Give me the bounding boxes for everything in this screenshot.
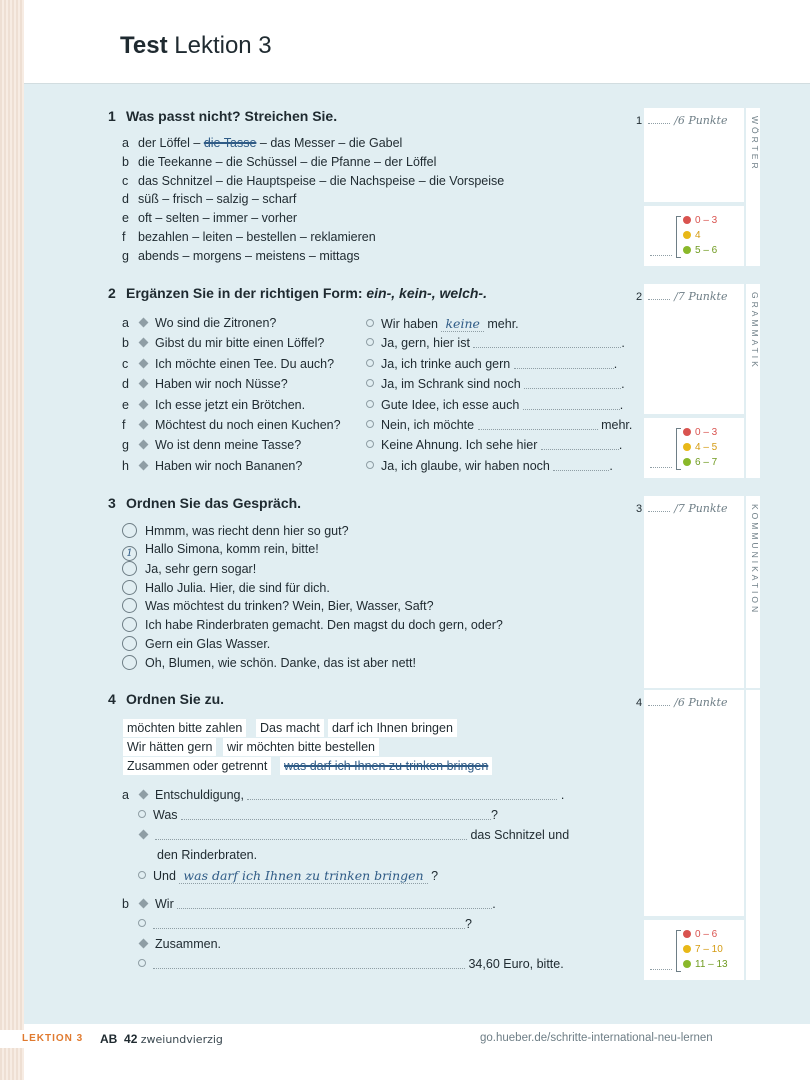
s4a-line[interactable]: Was ? (138, 808, 498, 822)
s4a-line: den Rinderbraten. (157, 848, 258, 862)
s1-item: g abends – morgens – meistens – mittags (122, 249, 360, 263)
s2-answer: Wir haben keine mehr. (366, 316, 519, 331)
s2-answer[interactable]: Ja, ich trinke auch gern . (366, 357, 617, 371)
order-circle[interactable] (122, 636, 137, 651)
traffic-light-1: 0 – 3 4 5 – 6 (644, 206, 744, 266)
section-2-title: 2 Ergänzen Sie in der richtigen Form: ein-, kein-, welch-. (108, 285, 487, 301)
s4a-line: Und was darf ich Ihnen zu trinken bringen ? (138, 868, 438, 883)
score-4-points: 4 /6 Punkte (636, 696, 728, 709)
order-circle[interactable] (122, 655, 137, 670)
s2-answer[interactable]: Keine Ahnung. Ich sehe hier . (366, 438, 622, 452)
phrase-chip-struck: was darf ich Ihnen zu trinken bringen (280, 757, 492, 775)
s2-answer[interactable]: Nein, ich möchte mehr. (366, 418, 632, 432)
s2-question: a Wo sind die Zitronen? (122, 316, 277, 330)
score-box-2 (644, 284, 744, 414)
s4a-line[interactable]: a Entschuldigung, . (122, 788, 565, 802)
s2-question: c Ich möchte einen Tee. Du auch? (122, 357, 335, 371)
footer-url-link[interactable]: go.hueber.de/schritte-international-neu-lernen (480, 1032, 713, 1044)
page-title: Test Lektion 3 (120, 32, 272, 59)
order-circle[interactable] (122, 580, 137, 595)
s3-item: Hmmm, was riecht denn hier so gut? (122, 523, 349, 538)
s2-question: f Möchtest du noch einen Kuchen? (122, 418, 341, 432)
handwritten-answer: keine (441, 316, 483, 332)
s2-answer[interactable]: Ja, im Schrank sind noch . (366, 377, 625, 391)
order-circle[interactable] (122, 561, 137, 576)
s2-answer[interactable]: Ja, gern, hier ist . (366, 336, 625, 350)
page-edge-stripe (0, 0, 24, 1080)
s3-item: Gern ein Glas Wasser. (122, 636, 270, 651)
s1-item: c das Schnitzel – die Hauptspeise – die Nachspeise – die Vorspeise (122, 174, 505, 188)
s2-question: g Wo ist denn meine Tasse? (122, 438, 302, 452)
s1-item: d süß – frisch – salzig – scharf (122, 192, 297, 206)
order-circle[interactable] (122, 523, 137, 538)
section-3-title: 3 Ordnen Sie das Gespräch. (108, 495, 302, 511)
s2-answer[interactable]: Gute Idee, ich esse auch . (366, 398, 623, 412)
s1-item: a der Löffel – die Tasse – das Messer – die Gabel (122, 136, 403, 150)
category-label-woerter: WÖRTER (746, 108, 760, 266)
s1-item: b die Teekanne – die Schüssel – die Pfanne – der Löffel (122, 155, 437, 169)
section-4-title: 4 Ordnen Sie zu. (108, 691, 225, 707)
s1-item: f bezahlen – leiten – bestellen – reklamieren (122, 230, 376, 244)
footer-page-number: AB 42 zweiundvierzig (100, 1032, 223, 1046)
phrase-chip: Zusammen oder getrennt (123, 757, 271, 775)
score-box-3 (644, 496, 744, 688)
category-label-grammatik: GRAMMATIK (746, 284, 760, 478)
traffic-light-4: 0 – 6 7 – 10 11 – 13 (644, 920, 744, 980)
category-label-kommunikation: KOMMUNIKATION (746, 496, 760, 688)
s4b-line: Zusammen. (138, 937, 221, 951)
phrase-chip: Wir hätten gern (123, 738, 216, 756)
s3-item: Hallo Julia. Hier, die sind für dich. (122, 580, 330, 595)
s2-question: e Ich esse jetzt ein Brötchen. (122, 398, 306, 412)
score-box-4 (644, 690, 744, 916)
s4b-line[interactable]: ? (138, 917, 472, 931)
s2-question: b Gibst du mir bitte einen Löffel? (122, 336, 325, 350)
order-circle[interactable]: 1 (122, 546, 137, 561)
score-2-points: 2 /7 Punkte (636, 290, 728, 303)
order-circle[interactable] (122, 598, 137, 613)
phrase-chip: wir möchten bitte bestellen (223, 738, 379, 756)
order-circle[interactable] (122, 617, 137, 632)
s3-item: Oh, Blumen, wie schön. Danke, das ist aber nett! (122, 655, 416, 670)
s1-item: e oft – selten – immer – vorher (122, 211, 298, 225)
phrase-chip: möchten bitte zahlen (123, 719, 246, 737)
s2-question: h Haben wir noch Bananen? (122, 459, 303, 473)
s2-question: d Haben wir noch Nüsse? (122, 377, 288, 391)
category-label-blank (746, 690, 760, 980)
score-1-points: 1 /6 Punkte (636, 114, 728, 127)
s4b-line[interactable]: 34,60 Euro, bitte. (138, 957, 564, 971)
footer-lektion-label: LEKTION 3 (0, 1030, 88, 1048)
s3-item: 1 Hallo Simona, komm rein, bitte! (122, 542, 319, 561)
s2-answer[interactable]: Ja, ich glaube, wir haben noch . (366, 459, 613, 473)
traffic-light-2: 0 – 3 4 – 5 6 – 7 (644, 418, 744, 478)
struck-word: die Tasse (203, 136, 257, 150)
s4b-line[interactable]: b Wir . (122, 897, 496, 911)
s4a-line[interactable]: das Schnitzel und (138, 828, 569, 842)
s3-item: Ja, sehr gern sogar! (122, 561, 256, 576)
section-1-title: 1 Was passt nicht? Streichen Sie. (108, 108, 338, 124)
phrase-chip: darf ich Ihnen bringen (328, 719, 457, 737)
s3-item: Ich habe Rinderbraten gemacht. Den magst du doch gern, oder? (122, 617, 503, 632)
handwritten-answer: was darf ich Ihnen zu trinken bringen (179, 868, 427, 884)
score-3-points: 3 /7 Punkte (636, 502, 728, 515)
s3-item: Was möchtest du trinken? Wein, Bier, Wasser, Saft? (122, 598, 434, 613)
phrase-chip: Das macht (256, 719, 324, 737)
